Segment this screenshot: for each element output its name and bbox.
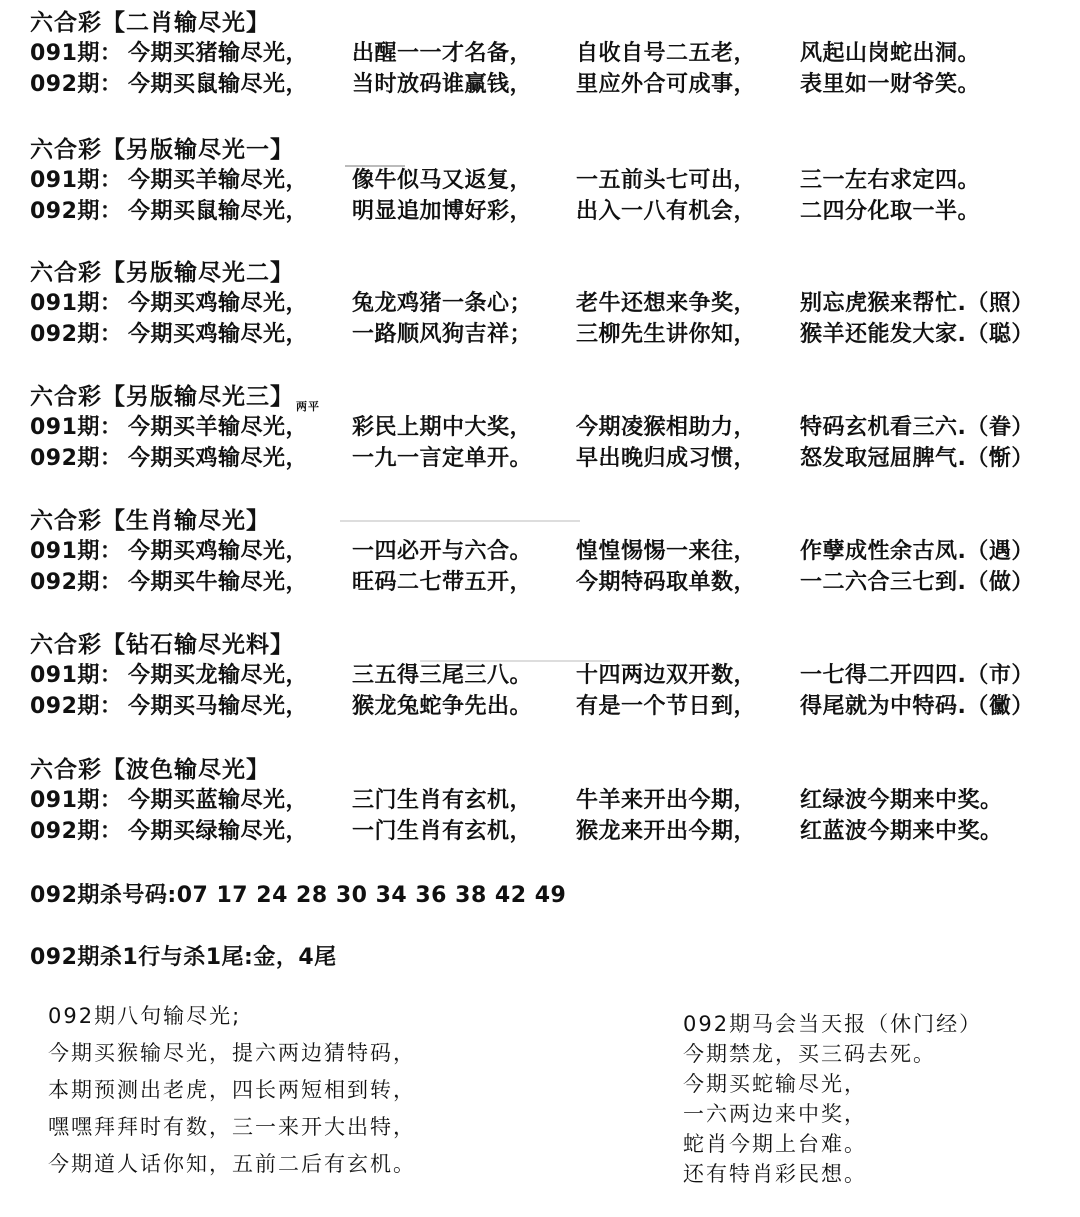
issue-label: 092期： <box>30 819 123 844</box>
issue-label: 091期： <box>30 415 123 440</box>
issue-label: 092期： <box>30 72 123 97</box>
verse-b: 像牛似马又返复， <box>352 168 533 193</box>
verse-a: 今期买鸡输尽光， <box>128 322 309 347</box>
verse-b: 彩民上期中大奖， <box>352 415 533 440</box>
verse-b: 三门生肖有玄机， <box>352 788 533 813</box>
verse-d: 作孽成性余古凤.（遇） <box>800 539 1034 564</box>
section-title: 六合彩【波色输尽光】 <box>30 757 270 783</box>
verse-b: 明显追加博好彩， <box>352 199 533 224</box>
verse-c: 一五前头七可出， <box>576 168 757 193</box>
poem-line: 今期道人话你知，五前二后有玄机。 <box>48 1152 416 1176</box>
kill-numbers: 092期杀号码:07 17 24 28 30 34 36 38 42 49 <box>30 883 567 908</box>
section-title-text: 六合彩【另版输尽光三】 <box>30 384 294 410</box>
prediction-row <box>30 319 1034 350</box>
prediction-row <box>30 165 980 196</box>
verse-b: 一路顺风狗吉祥； <box>352 322 533 347</box>
verse-d: 特码玄机看三六.（眷） <box>800 415 1034 440</box>
verse-a: 今期买鸡输尽光， <box>128 291 309 316</box>
verse-a: 今期买鼠输尽光， <box>128 72 309 97</box>
verse-d: 红绿波今期来中奖。 <box>800 788 1003 813</box>
issue-label: 091期： <box>30 291 123 316</box>
verse-b: 一门生肖有玄机， <box>352 819 533 844</box>
issue-label: 092期： <box>30 199 123 224</box>
verse-b: 兔龙鸡猪一条心； <box>352 291 533 316</box>
verse-a: 今期买羊输尽光， <box>128 415 309 440</box>
verse-d: 三一左右求定四。 <box>800 168 981 193</box>
prediction-row <box>30 443 1034 474</box>
verse-a: 今期买马输尽光， <box>128 694 309 719</box>
verse-a: 今期买鸡输尽光， <box>128 446 309 471</box>
prediction-row <box>30 816 1003 847</box>
issue-label: 092期： <box>30 570 123 595</box>
prediction-row <box>30 660 1034 691</box>
verse-d: 猴羊还能发大家.（聪） <box>800 322 1034 347</box>
issue-label: 091期： <box>30 663 123 688</box>
issue-label: 092期： <box>30 694 123 719</box>
verse-c: 里应外合可成事， <box>576 72 757 97</box>
poem-right <box>683 1009 982 1189</box>
section-6 <box>30 630 1034 722</box>
scan-speck <box>345 165 405 167</box>
poem-line: 嘿嘿拜拜时有数，三一来开大出特， <box>48 1115 416 1139</box>
section-title: 六合彩【钻石输尽光料】 <box>30 632 294 658</box>
issue-label: 091期： <box>30 168 123 193</box>
verse-c: 今期特码取单数， <box>576 570 757 595</box>
verse-c: 自收自号二五老， <box>576 41 757 66</box>
verse-c: 老牛还想来争奖， <box>576 291 757 316</box>
section-title: 六合彩【生肖输尽光】 <box>30 508 270 534</box>
verse-d: 得尾就为中特码.（黴） <box>800 694 1034 719</box>
prediction-row <box>30 567 1034 598</box>
verse-d: 二四分化取一半。 <box>800 199 981 224</box>
verse-a: 今期买绿输尽光， <box>128 819 309 844</box>
section-7 <box>30 755 1003 847</box>
section-1 <box>30 8 980 100</box>
issue-label: 091期： <box>30 539 123 564</box>
verse-b: 猴龙兔蛇争先出。 <box>352 694 533 719</box>
section-4 <box>30 382 1034 474</box>
prediction-row <box>30 38 980 69</box>
prediction-row <box>30 196 980 227</box>
verse-b: 一四必开与六合。 <box>352 539 533 564</box>
verse-c: 惶惶惕惕一来往， <box>576 539 757 564</box>
verse-c: 出入一八有机会， <box>576 199 757 224</box>
verse-b: 当时放码谁赢钱， <box>352 72 533 97</box>
poem-left-title: 092期八句输尽光; <box>48 1004 242 1028</box>
prediction-row <box>30 69 980 100</box>
verse-d: 一二六合三七到.（做） <box>800 570 1034 595</box>
verse-c: 有是一个节日到， <box>576 694 757 719</box>
prediction-row <box>30 412 1034 443</box>
poem-line: 今期买猴输尽光，提六两边猜特码， <box>48 1041 416 1065</box>
section-title: 六合彩【另版输尽光一】 <box>30 137 294 163</box>
issue-label: 091期： <box>30 41 123 66</box>
verse-a: 今期买鼠输尽光， <box>128 199 309 224</box>
verse-b: 出醒一一才名备， <box>352 41 533 66</box>
verse-c: 早出晚归成习惯， <box>576 446 757 471</box>
prediction-row <box>30 785 1003 816</box>
verse-d: 红蓝波今期来中奖。 <box>800 819 1003 844</box>
prediction-row <box>30 691 1034 722</box>
section-title: 六合彩【另版输尽光二】 <box>30 260 294 286</box>
poem-right-title: 092期马会当天报（休门经） <box>683 1012 983 1036</box>
poem-line: 本期预测出老虎，四长两短相到转， <box>48 1078 416 1102</box>
verse-d: 风起山岗蛇出洞。 <box>800 41 981 66</box>
verse-b: 一九一言定单开。 <box>352 446 533 471</box>
poem-line: 还有特肖彩民想。 <box>683 1162 867 1186</box>
small-mark: 两平 <box>296 400 320 413</box>
verse-a: 今期买羊输尽光， <box>128 168 309 193</box>
verse-a: 今期买鸡输尽光， <box>128 539 309 564</box>
poem-line: 今期买蛇输尽光， <box>683 1072 867 1096</box>
verse-b: 旺码二七带五开， <box>352 570 533 595</box>
prediction-row <box>30 288 1034 319</box>
section-3 <box>30 258 1034 350</box>
prediction-row <box>30 536 1034 567</box>
section-title: 六合彩【二肖输尽光】 <box>30 10 270 36</box>
verse-a: 今期买龙输尽光， <box>128 663 309 688</box>
verse-a: 今期买猪输尽光， <box>128 41 309 66</box>
section-title <box>30 382 1034 412</box>
verse-d: 一七得二开四四.（市） <box>800 663 1034 688</box>
verse-c: 三柳先生讲你知， <box>576 322 757 347</box>
kill-element-tail: 092期杀1行与杀1尾:金，4尾 <box>30 945 337 970</box>
poem-left <box>48 998 416 1183</box>
issue-label: 091期： <box>30 788 123 813</box>
verse-d: 怒发取冠屈脾气.（惭） <box>800 446 1034 471</box>
poem-line: 一六两边来中奖， <box>683 1102 867 1126</box>
verse-c: 牛羊来开出今期， <box>576 788 757 813</box>
verse-c: 今期凌猴相助力， <box>576 415 757 440</box>
scan-speck <box>420 660 610 662</box>
verse-c: 猴龙来开出今期， <box>576 819 757 844</box>
poem-line: 今期禁龙，买三码去死。 <box>683 1042 936 1066</box>
poem-line: 蛇肖今期上台难。 <box>683 1132 867 1156</box>
issue-label: 092期： <box>30 322 123 347</box>
scan-speck <box>340 520 580 522</box>
verse-d: 别忘虎猴来帮忙.（照） <box>800 291 1034 316</box>
verse-c: 十四两边双开数， <box>576 663 757 688</box>
verse-a: 今期买牛输尽光， <box>128 570 309 595</box>
verse-a: 今期买蓝输尽光， <box>128 788 309 813</box>
verse-d: 表里如一财爷笑。 <box>800 72 981 97</box>
issue-label: 092期： <box>30 446 123 471</box>
verse-b: 三五得三尾三八。 <box>352 663 533 688</box>
section-2 <box>30 135 980 227</box>
